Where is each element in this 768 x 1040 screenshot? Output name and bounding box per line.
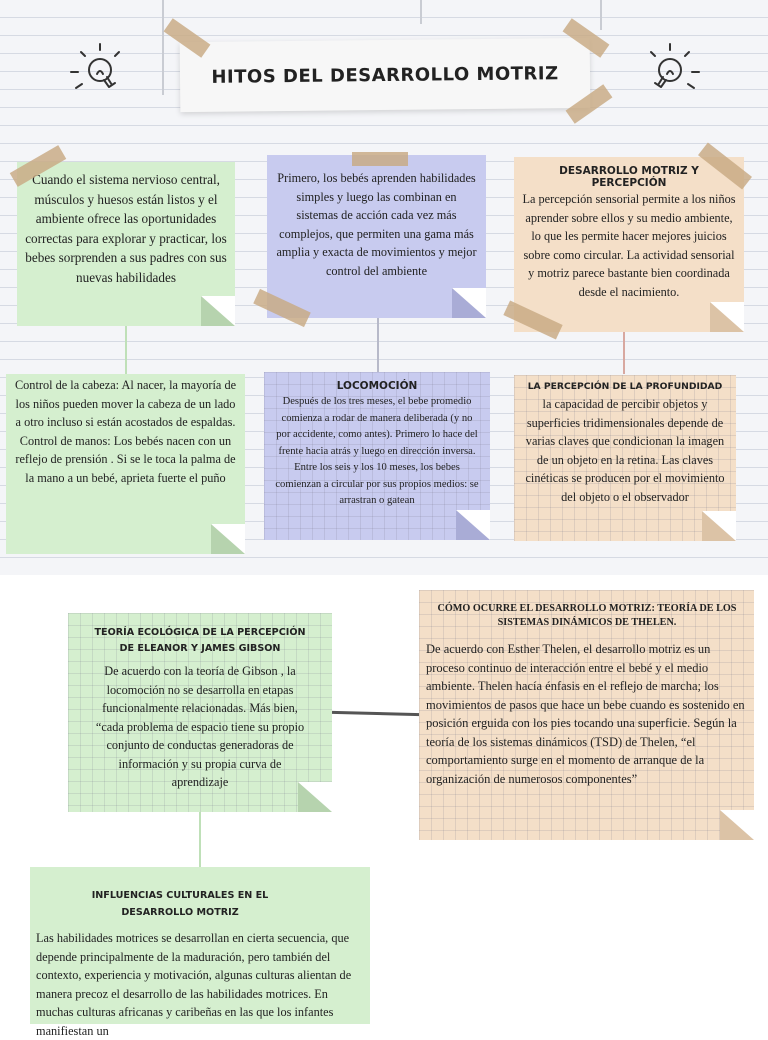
paper-fold — [298, 782, 332, 812]
paper-fold — [710, 302, 744, 332]
paper-fold — [211, 524, 245, 554]
title-banner — [180, 38, 591, 112]
connector-line — [623, 332, 625, 374]
margin-line-right — [600, 0, 602, 30]
note-thelen-theory-title: CÓMO OCURRE EL DESARROLLO MOTRIZ: TEORÍA DE LOS SISTEMAS DINÁMICOS DE THELEN. — [437, 603, 737, 628]
margin-line-center — [420, 0, 422, 24]
note-gibson-theory-title: TEORÍA ECOLÓGICA DE LA PERCEPCIÓN DE ELEANOR Y JAMES GIBSON — [94, 627, 306, 654]
note-head-hand-control-text: Control de la cabeza: Al nacer, la mayoría de los niños pueden mover la cabeza de un lado a otro incluso si están acostados de espaldas. Control de manos: Los bebés nacen con un reflejo de prensión . Si se le toca la palma de la mano a un bebé, aprieta fuerte el puño — [14, 378, 237, 485]
paper-fold — [452, 288, 486, 318]
paper-fold — [456, 510, 490, 540]
note-thelen-theory — [419, 590, 754, 840]
note-depth-perception — [514, 375, 736, 541]
connector-line — [199, 812, 201, 868]
note-action-systems-text: Primero, los bebés aprenden habilidades simples y luego las combinan en sistemas de acción cada vez más complejos, que permiten una gama más amplia y exacta de movimientos y mejor control del ambiente — [276, 171, 477, 278]
note-depth-perception-title: LA PERCEPCIÓN DE LA PROFUNDIDAD — [527, 381, 723, 392]
note-cultural-influences-text: Las habilidades motrices se desarrollan en cierta secuencia, que depende principalmente de la maduración, pero también del contexto, experiencia y motivación, algunas culturas alientan de manera precoz el desarrollo de las habilidades motrices. En muchas culturas africanas y caribeñas en las que los infantes manifiestan un — [36, 931, 352, 1038]
note-motor-perception-title: DESARROLLO MOTRIZ Y PERCEPCIÓN — [559, 165, 699, 189]
note-head-hand-control — [6, 374, 245, 554]
note-motor-perception — [514, 157, 744, 332]
page-title: HITOS DEL DESARROLLO MOTRIZ — [211, 62, 559, 88]
note-action-systems — [267, 155, 486, 318]
paper-fold — [702, 511, 736, 541]
paper-fold — [201, 296, 235, 326]
paper-fold — [720, 810, 754, 840]
connector-line — [377, 318, 379, 372]
note-gibson-theory — [68, 613, 332, 812]
note-intro-text: Cuando el sistema nervioso central, músculos y huesos están listos y el ambiente ofrece las oportunidades correctas para explorar y practicar, los bebes sorprenden a sus padres con sus nuevas habilidades — [25, 172, 227, 285]
lightbulb-icon — [640, 30, 710, 100]
note-gibson-theory-text: De acuerdo con la teoría de Gibson , la locomoción no se desarrolla en etapas funcionalmente relacionadas. Más bien, “cada problema de espacio tiene su propio conjunto de conductas generadoras de información y su propia curva de aprendizaje — [95, 664, 305, 789]
note-depth-perception-text: la capacidad de percibir objetos y superficies tridimensionales depende de varias claves que condicionan la imagen de un objeto en la retina. Las claves cinéticas se producen por el movimiento del objeto o el observador — [525, 397, 725, 504]
connector-line — [125, 326, 127, 374]
note-intro — [17, 162, 235, 326]
note-cultural-influences — [30, 867, 370, 1038]
note-locomotion — [264, 372, 490, 540]
tape — [352, 152, 408, 166]
note-locomotion-title: LOCOMOCIÓN — [336, 380, 418, 392]
connector-line — [332, 711, 420, 716]
lightbulb-icon — [60, 30, 130, 100]
note-locomotion-text: Después de los tres meses, el bebe promedio comienza a rodar de manera deliberada (y no por accidente, como antes). Primero lo hace del frente hacia atrás y luego en dirección inversa. Entre los seis y los 10 meses, los bebes comienzan a circular por sus propios medios: se arrastran o gatean — [275, 396, 479, 506]
margin-line-left — [162, 0, 164, 95]
note-motor-perception-text: La percepción sensorial permite a los niños aprender sobre ellos y su medio ambiente, lo que les permite hacer mejores juicios sobre como circular. La actividad sensorial y motriz parece bastante bien coordinada desde el nacimiento. — [522, 192, 736, 299]
note-thelen-theory-text: De acuerdo con Esther Thelen, el desarrollo motriz es un proceso continuo de interacción entre el bebé y el medio ambiente. Thelen hacía énfasis en el reflejo de marcha; los movimientos de pasos que hace un bebe cuando es sostenido en posición erguida con los pies tocando una superficie. Según la teoría de los sistemas dinámicos (TSD) de Thelen, “el comportamiento surge en el momento de arranque de la organización de numerosos componentes” — [426, 642, 745, 786]
note-cultural-influences-title: INFLUENCIAS CULTURALES EN EL DESARROLLO MOTRIZ — [91, 890, 269, 918]
